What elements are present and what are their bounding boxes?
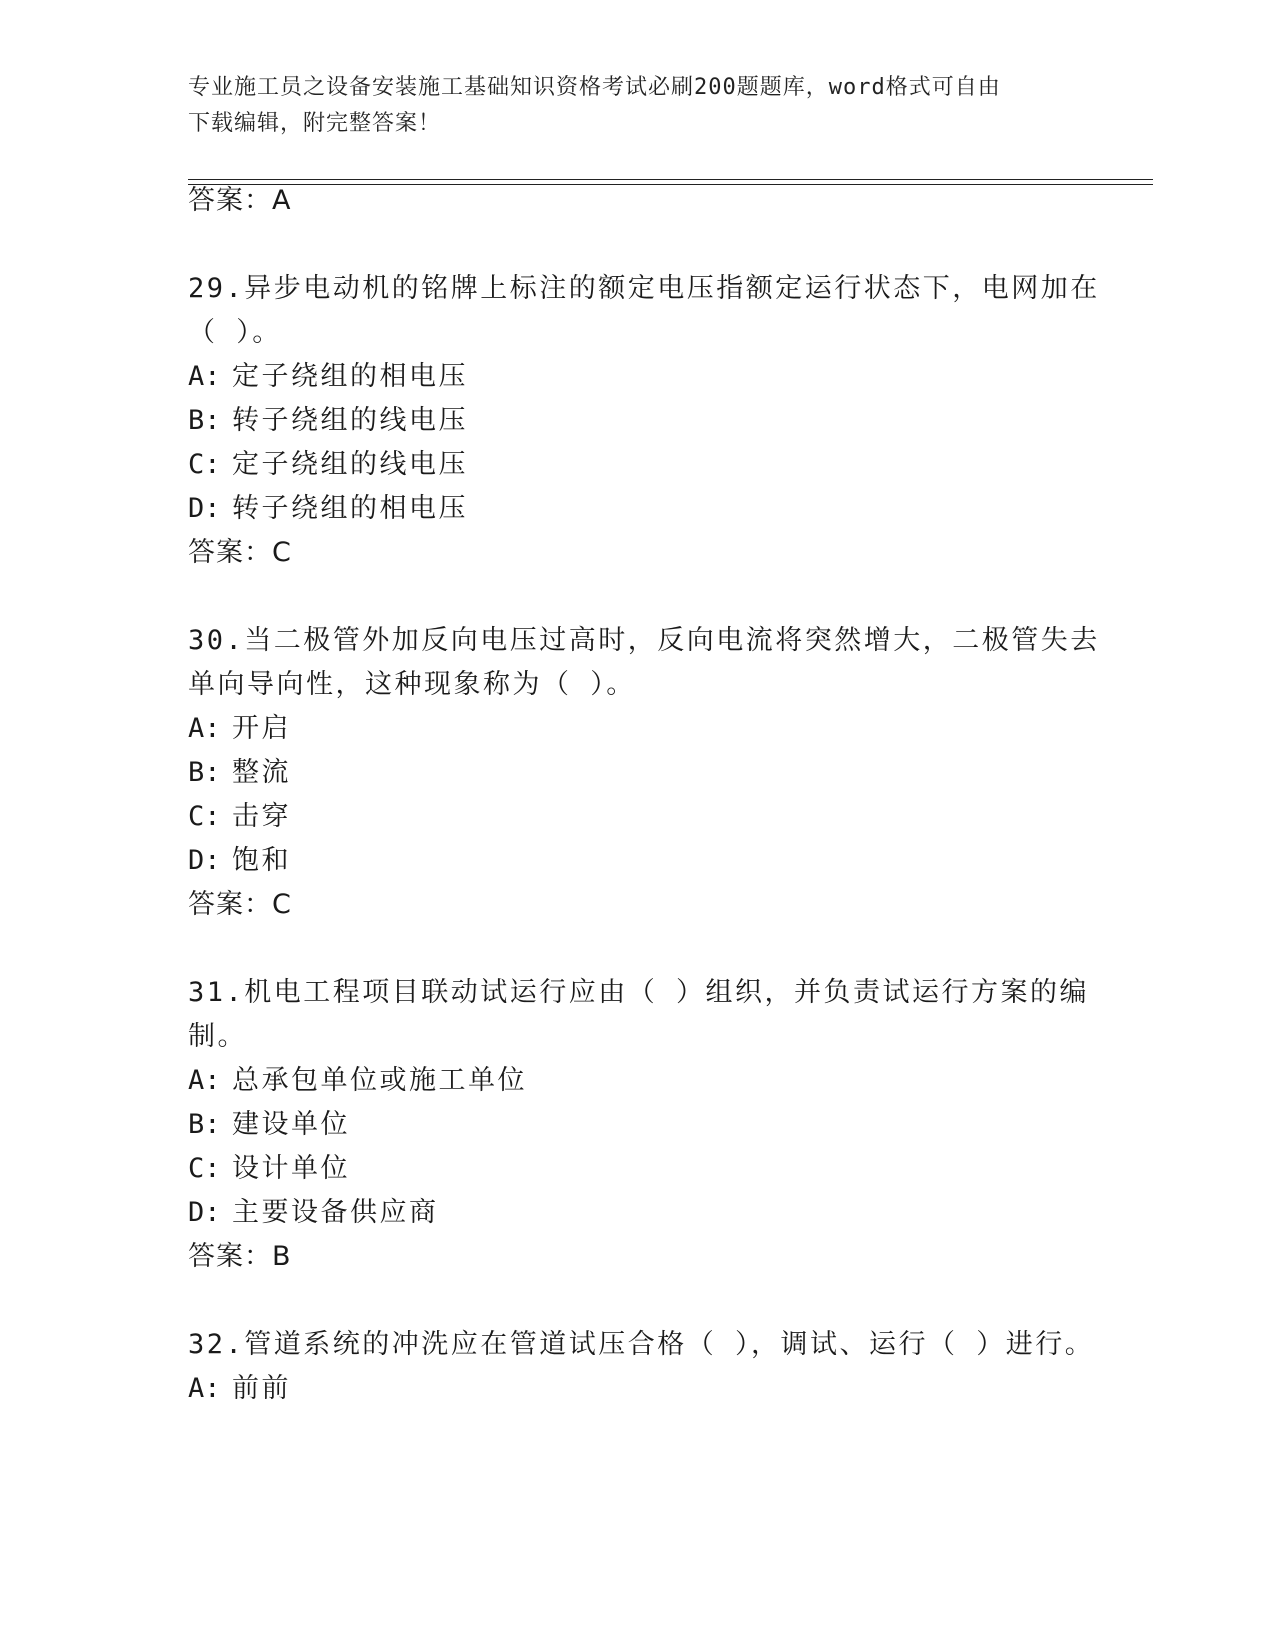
option-text: 定子绕组的相电压	[232, 361, 468, 392]
question-30-option-c	[188, 794, 1138, 840]
question-29-option-a	[188, 354, 1138, 400]
question-29-answer: 答案：C	[188, 537, 292, 568]
option-text: 饱和	[232, 845, 291, 876]
option-letter: A:	[188, 713, 221, 744]
option-text: 设计单位	[232, 1153, 350, 1184]
question-29-stem-line-2: （ ）。	[188, 317, 282, 348]
question-30-answer: 答案：C	[188, 889, 292, 920]
option-text: 总承包单位或施工单位	[232, 1065, 527, 1096]
option-letter: B:	[188, 405, 221, 436]
option-letter: D:	[188, 845, 221, 876]
question-29-option-d	[188, 486, 1138, 532]
question-30-option-a	[188, 706, 1138, 752]
option-letter: A:	[188, 1065, 221, 1096]
document-header	[188, 70, 1088, 142]
question-31-stem-line-1: 31.机电工程项目联动试运行应由（ ）组织，并负责试运行方案的编	[188, 977, 1090, 1008]
option-text: 建设单位	[232, 1109, 350, 1140]
question-32-option-a	[188, 1366, 1138, 1412]
question-32-stem-line-1: 32.管道系统的冲洗应在管道试压合格（ ），调试、运行（ ）进行。	[188, 1329, 1095, 1360]
question-29-option-b	[188, 398, 1138, 444]
option-letter: B:	[188, 757, 221, 788]
question-30-option-b	[188, 750, 1138, 796]
option-letter: C:	[188, 801, 221, 832]
option-letter: C:	[188, 1153, 221, 1184]
header-line-2: 下载编辑，附完整答案！	[188, 111, 442, 136]
option-text: 转子绕组的线电压	[232, 405, 468, 436]
question-31-option-c	[188, 1146, 1138, 1192]
option-letter: D:	[188, 493, 221, 524]
question-31-stem-line-2: 制。	[188, 1021, 247, 1052]
question-30-stem-line-1: 30.当二极管外加反向电压过高时，反向电流将突然增大，二极管失去	[188, 625, 1100, 656]
option-text: 转子绕组的相电压	[232, 493, 468, 524]
question-29-option-c	[188, 442, 1138, 488]
option-letter: D:	[188, 1197, 221, 1228]
question-30-option-d	[188, 838, 1138, 884]
option-text: 定子绕组的线电压	[232, 449, 468, 480]
option-text: 开启	[232, 713, 291, 744]
option-letter: A:	[188, 361, 221, 392]
question-31-option-d	[188, 1190, 1138, 1236]
question-31-option-a	[188, 1058, 1138, 1104]
question-31-answer: 答案：B	[188, 1241, 292, 1272]
header-line-1: 专业施工员之设备安装施工基础知识资格考试必刷200题题库，word格式可自由	[188, 75, 1001, 100]
option-letter: B:	[188, 1109, 221, 1140]
option-text: 前前	[232, 1373, 291, 1404]
previous-answer: 答案：A	[188, 185, 292, 216]
option-letter: C:	[188, 449, 221, 480]
question-29-stem-line-1: 29.异步电动机的铭牌上标注的额定电压指额定运行状态下，电网加在	[188, 273, 1100, 304]
question-31-option-b	[188, 1102, 1138, 1148]
option-text: 整流	[232, 757, 291, 788]
option-text: 击穿	[232, 801, 291, 832]
option-text: 主要设备供应商	[232, 1197, 439, 1228]
option-letter: A:	[188, 1373, 221, 1404]
question-30-stem-line-2: 单向导向性，这种现象称为（ ）。	[188, 669, 636, 700]
